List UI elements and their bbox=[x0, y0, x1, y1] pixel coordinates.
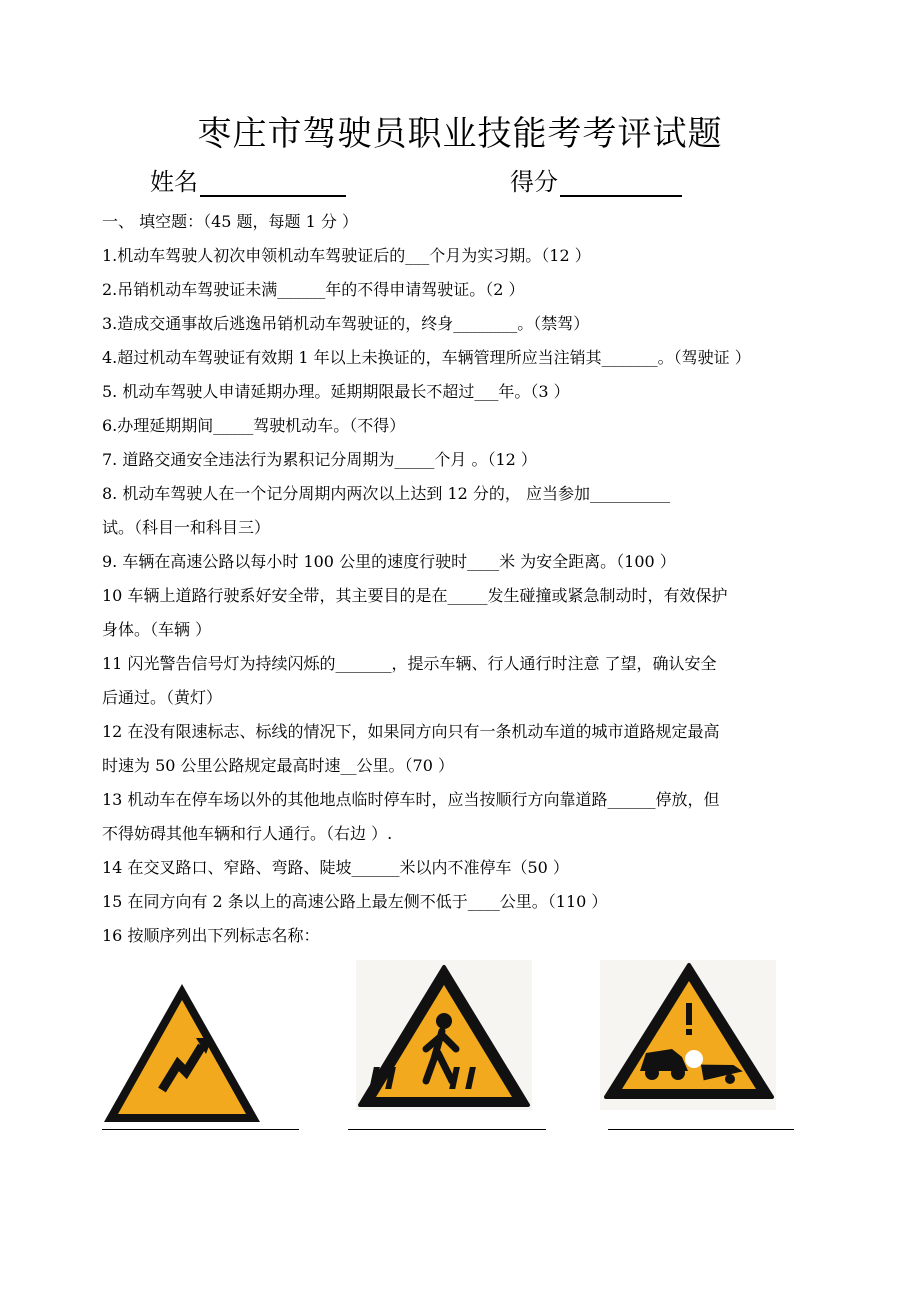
question-line: 4.超过机动车驾驶证有效期 1 年以上未换证的，车辆管理所应当注销其_______。（驾驶证 ） bbox=[102, 348, 751, 367]
name-blank[interactable] bbox=[200, 171, 346, 197]
question-line: 6.办理延期期间_____驾驶机动车。（不得） bbox=[102, 416, 406, 435]
question-line: 11 闪光警告信号灯为持续闪烁的_______，提示车辆、行人通行时注意 了望，确认安全 bbox=[102, 654, 717, 673]
section-header: 一、 填空题：（45 题，每题 1 分 ） bbox=[102, 212, 358, 231]
sign-2-answer-blank[interactable] bbox=[348, 1129, 546, 1130]
question-line: 10 车辆上道路行驶系好安全带，其主要目的是在_____发生碰撞或紧急制动时，有效保护 bbox=[102, 586, 728, 605]
sign-1-answer-blank[interactable] bbox=[102, 1129, 299, 1130]
question-line: 身体。（车辆 ） bbox=[102, 620, 212, 639]
question-line: 15 在同方向有 2 条以上的高速公路上最左侧不低于____公里。（110 ） bbox=[102, 892, 608, 911]
question-line: 5. 机动车驾驶人申请延期办理。延期期限最长不超过___年。（3 ） bbox=[102, 382, 570, 401]
accident-prone-warning-sign-icon bbox=[602, 961, 776, 1101]
score-blank[interactable] bbox=[560, 171, 682, 197]
question-line: 7. 道路交通安全违法行为累积记分周期为_____个月 。（12 ） bbox=[102, 450, 537, 469]
name-label: 姓名 bbox=[150, 168, 198, 196]
question-line: 13 机动车在停车场以外的其他地点临时停车时，应当按顺行方向靠道路______停放，但 bbox=[102, 790, 720, 809]
page-title: 枣庄市驾驶员职业技能考考评试题 bbox=[197, 114, 723, 154]
sign-3-answer-blank[interactable] bbox=[608, 1129, 794, 1130]
score-field bbox=[510, 162, 682, 197]
question-line: 时速为 50 公里公路规定最高时速__公里。（70 ） bbox=[102, 756, 454, 775]
name-field bbox=[150, 162, 346, 197]
question-line: 3.造成交通事故后逃逸吊销机动车驾驶证的，终身________。（禁驾） bbox=[102, 314, 590, 333]
question-line: 9. 车辆在高速公路以每小时 100 公里的速度行驶时____米 为安全距离。（100 ） bbox=[102, 552, 676, 571]
question-line: 8. 机动车驾驶人在一个记分周期内两次以上达到 12 分的， 应当参加__________ bbox=[102, 484, 670, 503]
question-line: 14 在交叉路口、窄路、弯路、陡坡______米以内不准停车（50 ） bbox=[102, 858, 569, 877]
sign-row bbox=[0, 955, 920, 1145]
question-line: 后通过。（黄灯） bbox=[102, 688, 223, 707]
question-line: 2.吊销机动车驾驶证未满______年的不得申请驾驶证。（2 ） bbox=[102, 280, 525, 299]
pedestrian-crossing-warning-sign-icon bbox=[356, 963, 532, 1109]
question-line: 不得妨碍其他车辆和行人通行。（右边 ）. bbox=[102, 824, 393, 843]
reverse-curve-warning-sign-icon bbox=[100, 980, 265, 1128]
question-line: 12 在没有限速标志、标线的情况下，如果同方向只有一条机动车道的城市道路规定最高 bbox=[102, 722, 720, 741]
question-line: 1.机动车驾驶人初次申领机动车驾驶证后的___个月为实习期。（12 ） bbox=[102, 246, 591, 265]
question-line: 16 按顺序列出下列标志名称： bbox=[102, 926, 320, 945]
question-line: 试。（科目一和科目三） bbox=[102, 518, 271, 537]
score-label: 得分 bbox=[510, 168, 558, 196]
